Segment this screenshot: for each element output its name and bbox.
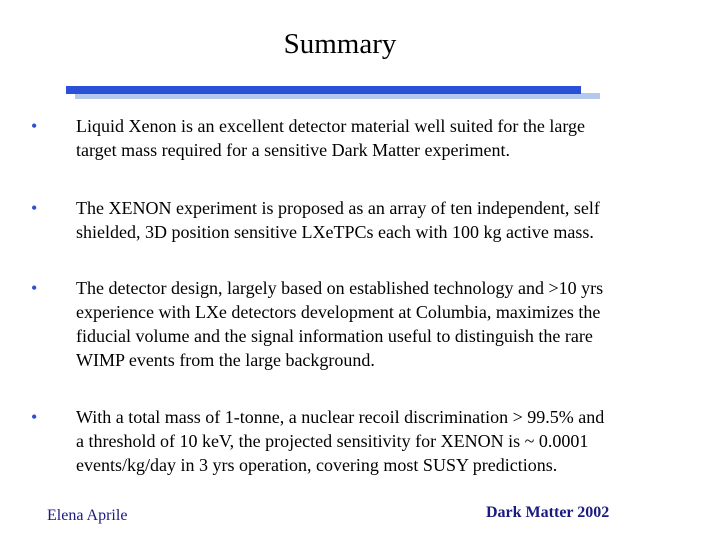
- bullet-text: With a total mass of 1-tonne, a nuclear recoil discrimination > 99.5% and a threshold of 10 keV, the projected sensitivity for XENON is ~ 0.0001 events/kg/day in 3 yrs operation, covering most SUSY predictions.: [76, 407, 605, 475]
- bullet-item: [0, 114, 700, 162]
- bullet-item: [0, 405, 700, 477]
- bullet-dot-icon: •: [31, 407, 38, 427]
- bullet-text: The XENON experiment is proposed as an array of ten independent, self shielded, 3D position sensitive LXeTPCs each with 100 kg active mass.: [76, 198, 600, 242]
- bullet-dot-icon: •: [31, 198, 38, 218]
- bullet-dot-icon: •: [31, 278, 38, 298]
- footer-author: Elena Aprile: [47, 507, 128, 524]
- bullet-text: Liquid Xenon is an excellent detector material well suited for the large target mass required for a sensitive Dark Matter experiment.: [76, 116, 585, 160]
- bullet-item: [0, 196, 700, 244]
- title-underline: [66, 86, 581, 94]
- bullet-text: The detector design, largely based on established technology and >10 yrs experience with LXe detectors development at Columbia, maximizes the fiducial volume and the signal information useful to distinguish the rare WIMP events from the large background.: [76, 278, 604, 370]
- slide-title: Summary: [283, 28, 397, 60]
- bullet-item: [0, 276, 700, 372]
- bullet-dot-icon: •: [31, 116, 38, 136]
- footer-event: Dark Matter 2002: [486, 504, 610, 521]
